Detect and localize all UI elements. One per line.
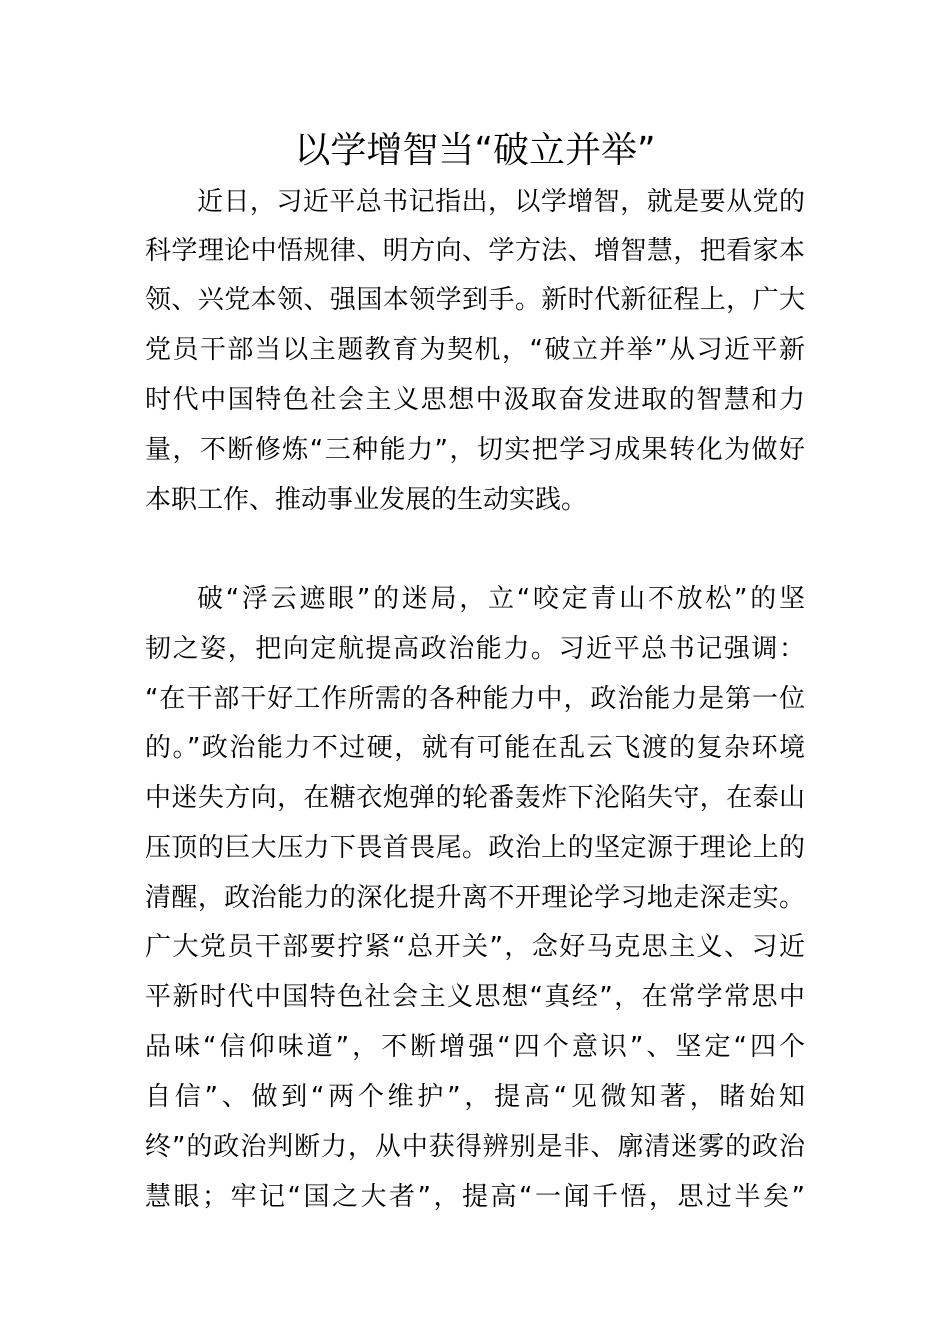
paragraph-line: “在干部干好工作所需的各种能力中，政治能力是第一位	[145, 684, 805, 714]
document-title: 以学增智当“破立并举”	[294, 130, 656, 171]
paragraph-line: 韧之姿，把向定航提高政治能力。习近平总书记强调：	[145, 634, 805, 664]
paragraph-line: 自信”、做到“两个维护”，提高“见微知著，睹始知	[145, 1082, 805, 1112]
paragraph-line: 平新时代中国特色社会主义思想“真经”，在常学常思中	[145, 982, 805, 1012]
paragraph-line: 量，不断修炼“三种能力”，切实把学习成果转化为做好	[145, 435, 805, 465]
paragraph-line: 品味“信仰味道”，不断增强“四个意识”、坚定“四个	[145, 1032, 805, 1062]
paragraph-line: 广大党员干部要拧紧“总开关”，念好马克思主义、习近	[145, 932, 805, 962]
paragraph-line: 清醒，政治能力的深化提升离不开理论学习地走深走实。	[145, 883, 805, 913]
paragraph-line: 破“浮云遮眼”的迷局，立“咬定青山不放松”的坚	[197, 584, 805, 614]
paragraph-line: 的。”政治能力不过硬，就有可能在乱云飞渡的复杂环境	[145, 733, 805, 763]
paragraph-line: 时代中国特色社会主义思想中汲取奋发进取的智慧和力	[145, 385, 805, 415]
paragraph-line: 中迷失方向，在糖衣炮弹的轮番轰炸下沦陷失守，在泰山	[145, 783, 805, 813]
paragraph-line: 领、兴党本领、强国本领学到手。新时代新征程上，广大	[145, 285, 805, 315]
paragraph-line: 慧眼；牢记“国之大者”，提高“一闻千悟，思过半矣”	[145, 1182, 805, 1212]
paragraph-line: 压顶的巨大压力下畏首畏尾。政治上的坚定源于理论上的	[145, 833, 805, 863]
paragraph-line: 终”的政治判断力，从中获得辨别是非、廓清迷雾的政治	[145, 1132, 805, 1162]
paragraph-line: 本职工作、推动事业发展的生动实践。	[145, 485, 588, 515]
paragraph-line: 近日，习近平总书记指出，以学增智，就是要从党的	[197, 187, 805, 217]
paragraph-line: 党员干部当以主题教育为契机，“破立并举”从习近平新	[145, 335, 805, 365]
paragraph-line: 科学理论中悟规律、明方向、学方法、增智慧，把看家本	[145, 236, 805, 266]
